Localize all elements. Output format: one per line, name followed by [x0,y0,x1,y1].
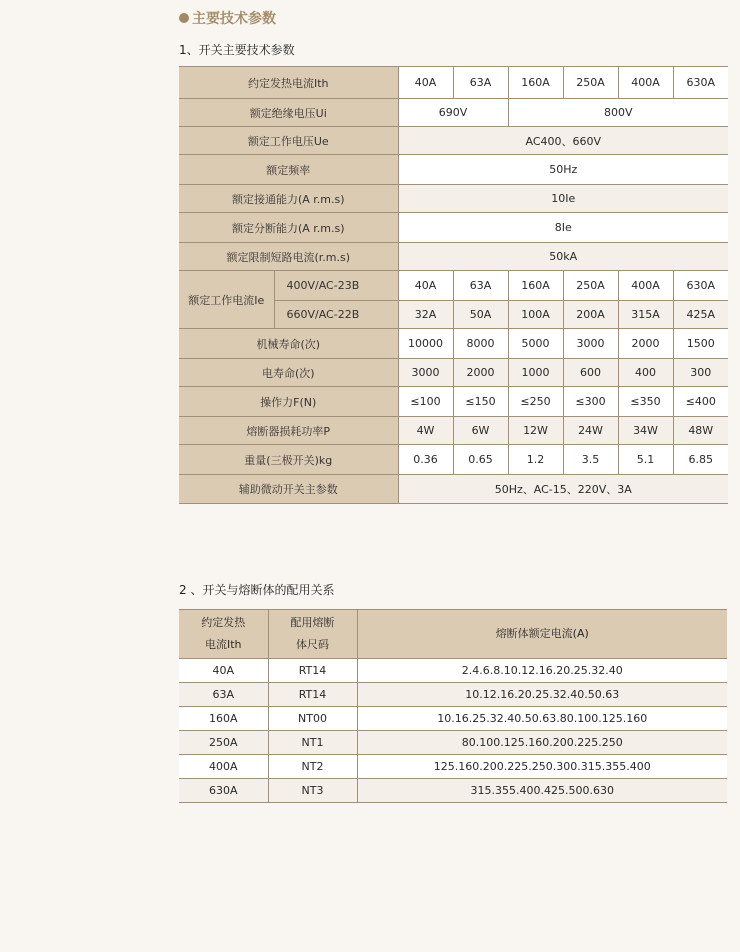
cell-value: 8Ie [398,213,728,243]
cell-value: ≤350 [618,387,673,417]
cell-size: NT00 [268,707,357,731]
cell-ratings: 125.160.200.225.250.300.315.355.400 [357,755,727,779]
cell-value: 250A [563,271,618,301]
section-heading-text: 主要技术参数 [192,11,276,27]
table-row [179,99,728,127]
table-row [179,731,727,755]
table-row [179,387,728,417]
cell-value: 3.5 [563,445,618,475]
cell-value: 400 [618,359,673,387]
cell-value: 2000 [618,329,673,359]
row-label: 约定发热电流Ith [179,67,398,99]
cell-value: 48W [673,417,728,445]
table1-title: 1、开关主要技术参数 [179,43,295,57]
table-row [179,683,727,707]
cell-value: 50Hz、AC-15、220V、3A [398,475,728,504]
cell-size: NT3 [268,779,357,803]
section-heading [179,8,276,28]
row-label-ie: 额定工作电流Ie [179,271,274,329]
cell-value: 400A [618,271,673,301]
cell-ratings: 10.16.25.32.40.50.63.80.100.125.160 [357,707,727,731]
table-row [179,213,728,243]
cell-ith: 160A [179,707,268,731]
cell-value: ≤300 [563,387,618,417]
cell-value: 160A [508,271,563,301]
cell-value: 40A [398,271,453,301]
cell-value: 630A [673,271,728,301]
cell-value: 4W [398,417,453,445]
table-row [179,417,728,445]
column-header-line: 电流Ith [204,638,242,651]
table-row [179,243,728,271]
table-row [179,155,728,185]
row-label: 额定频率 [179,155,398,185]
cell-value: 100A [508,301,563,329]
cell-value: 32A [398,301,453,329]
cell-value: 800V [508,99,728,127]
table-row [179,329,728,359]
cell-value: 50A [453,301,508,329]
cell-value: ≤250 [508,387,563,417]
cell-value: 250A [563,67,618,99]
cell-value: AC400、660V [398,127,728,155]
cell-value: 8000 [453,329,508,359]
row-label: 额定工作电压Ue [179,127,398,155]
cell-ratings: 315.355.400.425.500.630 [357,779,727,803]
cell-value: 3000 [398,359,453,387]
row-label: 电寿命(次) [179,359,398,387]
cell-value: ≤100 [398,387,453,417]
table-row [179,359,728,387]
cell-ratings: 2.4.6.8.10.12.16.20.25.32.40 [357,659,727,683]
table-row [179,67,728,99]
cell-value: 1000 [508,359,563,387]
cell-value: 6.85 [673,445,728,475]
row-label: 机械寿命(次) [179,329,398,359]
cell-ith: 63A [179,683,268,707]
cell-value: 2000 [453,359,508,387]
cell-value: ≤400 [673,387,728,417]
cell-value: 10Ie [398,185,728,213]
table-row [179,271,728,301]
table-row [179,475,728,504]
row-label: 额定接通能力(A r.m.s) [179,185,398,213]
cell-value: 0.36 [398,445,453,475]
table-row [179,127,728,155]
row-label: 额定限制短路电流(r.m.s) [179,243,398,271]
row-label: 操作力F(N) [179,387,398,417]
table-row [179,659,727,683]
cell-value: 0.65 [453,445,508,475]
cell-value: 24W [563,417,618,445]
column-header-line: 体尺码 [296,638,329,651]
column-header-line: 约定发热 [201,616,246,629]
cell-size: NT2 [268,755,357,779]
cell-value: 425A [673,301,728,329]
row-label: 额定分断能力(A r.m.s) [179,213,398,243]
cell-value: 10000 [398,329,453,359]
cell-ratings: 10.12.16.20.25.32.40.50.63 [357,683,727,707]
cell-value: 5000 [508,329,563,359]
row-label: 熔断器损耗功率P [179,417,398,445]
fuse-pairing-table [179,609,727,803]
cell-value: 50kA [398,243,728,271]
cell-value: 12W [508,417,563,445]
table-row [179,445,728,475]
table-row [179,755,727,779]
cell-ratings: 80.100.125.160.200.225.250 [357,731,727,755]
cell-value: 5.1 [618,445,673,475]
row-label: 辅助微动开关主参数 [179,475,398,504]
cell-size: RT14 [268,683,357,707]
cell-ith: 630A [179,779,268,803]
table-row [179,779,727,803]
row-label: 重量(三极开关)kg [179,445,398,475]
cell-value: 600 [563,359,618,387]
column-header [268,610,357,659]
cell-value: 630A [673,67,728,99]
cell-value: 315A [618,301,673,329]
cell-ith: 250A [179,731,268,755]
cell-value: 40A [398,67,453,99]
column-header: 熔断体额定电流(A) [357,610,727,659]
cell-value: 300 [673,359,728,387]
row-sublabel: 400V/AC-23B [274,271,398,301]
cell-value: 34W [618,417,673,445]
table-header-row [179,610,727,659]
row-label: 额定绝缘电压Ui [179,99,398,127]
cell-value: 63A [453,271,508,301]
table-row [179,185,728,213]
column-header [179,610,268,659]
cell-size: RT14 [268,659,357,683]
cell-value: ≤150 [453,387,508,417]
cell-ith: 400A [179,755,268,779]
cell-ith: 40A [179,659,268,683]
cell-value: 50Hz [398,155,728,185]
cell-value: 400A [618,67,673,99]
switch-parameters-table [179,66,728,504]
bullet-dot-icon [179,13,189,23]
table-row [179,707,727,731]
cell-value: 63A [453,67,508,99]
cell-value: 1500 [673,329,728,359]
cell-value: 3000 [563,329,618,359]
cell-value: 200A [563,301,618,329]
cell-value: 160A [508,67,563,99]
cell-size: NT1 [268,731,357,755]
cell-value: 6W [453,417,508,445]
column-header-line: 配用熔断 [290,616,335,629]
row-sublabel: 660V/AC-22B [274,301,398,329]
cell-value: 1.2 [508,445,563,475]
table2-title: 2 、开关与熔断体的配用关系 [179,583,335,597]
cell-value: 690V [398,99,508,127]
